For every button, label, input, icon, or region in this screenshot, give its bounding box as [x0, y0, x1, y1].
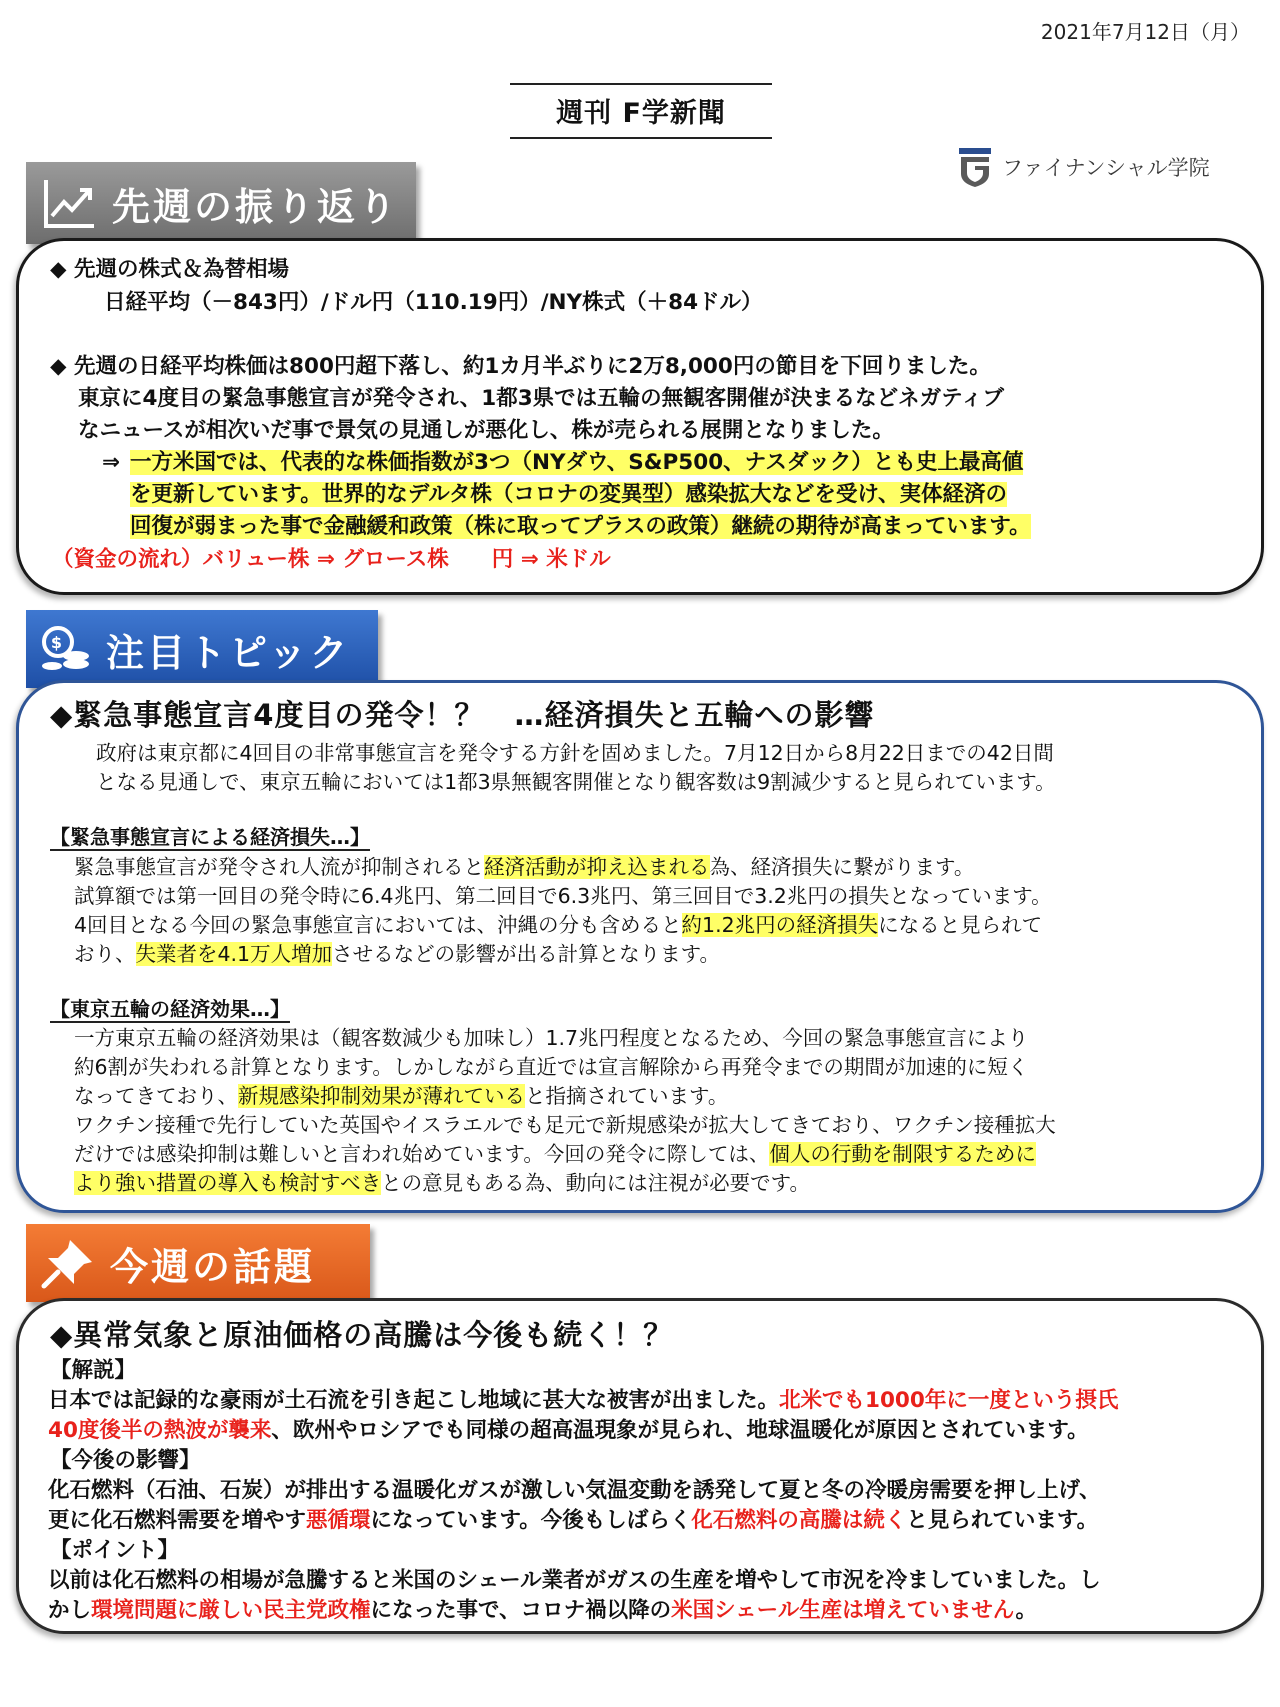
loss-text: 試算額では第一回目の発令時に6.4兆円、第二回目で6.3兆円、第三回目で3.2兆円の損失となっています。: [74, 884, 1052, 908]
loss-text: させるなどの影響が出る計算となります。: [332, 942, 720, 966]
arrow-symbol: ⇒: [102, 450, 121, 475]
loss-text: 4回目となる今回の緊急事態宣言においては、沖縄の分も含めると: [74, 913, 682, 937]
red-emphasis: 悪循環: [306, 1508, 371, 1533]
highlight-text: を更新しています。世界的なデルタ株（コロナの変異型）感染拡大などを受け、実体経済の: [130, 482, 1007, 507]
money-flow: （資金の流れ）バリュー株 ⇒ グロース株 円 ⇒ 米ドル: [52, 547, 611, 572]
pin-icon: [40, 1236, 96, 1290]
red-emphasis: 化石燃料の高騰は続く: [691, 1508, 907, 1533]
loss-text: おり、: [74, 942, 136, 966]
newspaper-title: 週刊 F学新聞: [510, 83, 772, 139]
market-values: 日経平均（－843円）/ドル円（110.19円）/NY株式（＋84ドル）: [104, 290, 763, 315]
explanation-label: 【解説】: [50, 1358, 137, 1383]
topic-intro-line: 政府は東京都に4回目の非常事態宣言を発令する方針を固めました。7月12日から8月22日までの42日間: [96, 741, 1054, 765]
highlight-text: 経済活動が抑え込まれる: [484, 855, 710, 879]
impact-label: 【今後の影響】: [50, 1448, 201, 1473]
week-heading: ◆異常気象と原油価格の高騰は今後も続く！？: [50, 1318, 674, 1352]
brand-logo: [958, 146, 1210, 188]
highlight-text: 失業者を4.1万人増加: [135, 942, 333, 966]
section-tab-topic: [26, 610, 378, 688]
loss-text: になると見られて: [878, 913, 1043, 937]
svg-text:$: $: [50, 633, 66, 652]
olympic-text: と指摘されています。: [525, 1084, 729, 1108]
loss-text: 緊急事態宣言が発令され人流が抑制されると: [74, 855, 484, 879]
point-label: 【ポイント】: [50, 1538, 180, 1563]
red-emphasis: 40度後半の熱波が襲来: [48, 1418, 272, 1443]
topic-heading: ◆緊急事態宣言4度目の発令！？ …経済損失と五輪への影響: [50, 698, 875, 732]
week-text: と見られています。: [906, 1508, 1099, 1533]
highlight-text: 回復が弱まった事で金融緩和政策（株に取ってプラスの政策）継続の期待が高まっています。: [130, 514, 1031, 539]
highlight-text: 約1.2兆円の経済損失: [681, 913, 879, 937]
highlight-text: より強い措置の導入も検討すべき: [74, 1171, 382, 1195]
olympic-text: 一方東京五輪の経済効果は（観客数減少も加味し）1.7兆円程度となるため、今回の緊急事態宣言により: [74, 1026, 1029, 1050]
olympic-text: だけでは感染抑制は難しいと言われ始めています。今回の発令に際しては、: [74, 1142, 770, 1166]
highlight-text: 一方米国では、代表的な株価指数が3つ（NYダウ、S&P500、ナスダック）とも史上最高値: [130, 450, 1024, 475]
loss-subheading: 【緊急事態宣言による経済損失…】: [50, 825, 370, 849]
week-text: 、欧州やロシアでも同様の超高温現象が見られ、地球温暖化が原因とされています。: [271, 1418, 1089, 1443]
review-paragraph-line: 東京に4度目の緊急事態宣言が発令され、1都3県では五輪の無観客開催が決まるなどネガティブ: [78, 386, 1004, 411]
red-emphasis: 環境問題に厳しい民主党政権: [91, 1598, 371, 1623]
coins-icon: [40, 624, 92, 674]
topic-intro-line: となる見通しで、東京五輪においては1都3県無観客開催となり観客数は9割減少すると見られています。: [96, 770, 1056, 794]
brand-name: ファイナンシャル学院: [1002, 156, 1210, 180]
section-title-topic: 注目トピック: [106, 630, 351, 675]
highlight-text: 個人の行動を制限するために: [769, 1142, 1036, 1166]
olympic-subheading: 【東京五輪の経済効果…】: [50, 997, 290, 1021]
week-text: 日本では記録的な豪雨が土石流を引き起こし地域に甚大な被害が出ました。: [48, 1388, 780, 1413]
week-text: 。: [1015, 1598, 1038, 1623]
week-text: になっています。今後もしばらく: [370, 1508, 692, 1533]
red-emphasis: 米国シェール生産は増えていません: [671, 1598, 1016, 1623]
review-paragraph-line: なニュースが相次いだ事で景気の見通しが悪化し、株が売られる展開となりました。: [78, 418, 894, 443]
olympic-text: ワクチン接種で先行していた英国やイスラエルでも足元で新規感染が拡大してきており、ワクチン接種拡大: [74, 1113, 1056, 1137]
olympic-text: 約6割が失われる計算となります。しかしながら直近では宣言解除から再発令までの期間が加速的に短く: [74, 1055, 1029, 1079]
week-text: 以前は化石燃料の相場が急騰すると米国のシェール業者がガスの生産を増やして市況を冷ましていました。し: [48, 1568, 1101, 1593]
week-text: になった事で、コロナ禍以降の: [370, 1598, 672, 1623]
olympic-text: との意見もある為、動向には注視が必要です。: [381, 1171, 810, 1195]
section-title-week: 今週の話題: [110, 1244, 316, 1289]
section-title-review: 先週の振り返り: [112, 184, 400, 229]
g-shield-logo-icon: [958, 146, 992, 188]
week-text: 更に化石燃料需要を増やす: [48, 1508, 307, 1533]
market-heading: ◆ 先週の株式＆為替相場: [50, 257, 290, 282]
section-tab-review: [26, 162, 416, 244]
week-text: かし: [48, 1598, 92, 1623]
section-tab-week: [26, 1224, 370, 1302]
issue-date: 2021年7月12日（月）: [1040, 20, 1250, 44]
highlight-text: 新規感染抑制効果が薄れている: [238, 1084, 525, 1108]
review-paragraph-line: ◆ 先週の日経平均株価は800円超下落し、約1カ月半ぶりに2万8,000円の節目を下回りました。: [50, 354, 991, 379]
red-emphasis: 北米でも1000年に一度という摂氏: [779, 1388, 1119, 1413]
week-text: 化石燃料（石油、石炭）が排出する温暖化ガスが激しい気温変動を誘発して夏と冬の冷暖房需要を押し上げ、: [48, 1478, 1101, 1503]
loss-text: 為、経済損失に繋がります。: [709, 855, 975, 879]
chart-up-icon: [40, 174, 98, 232]
olympic-text: なってきており、: [74, 1084, 238, 1108]
